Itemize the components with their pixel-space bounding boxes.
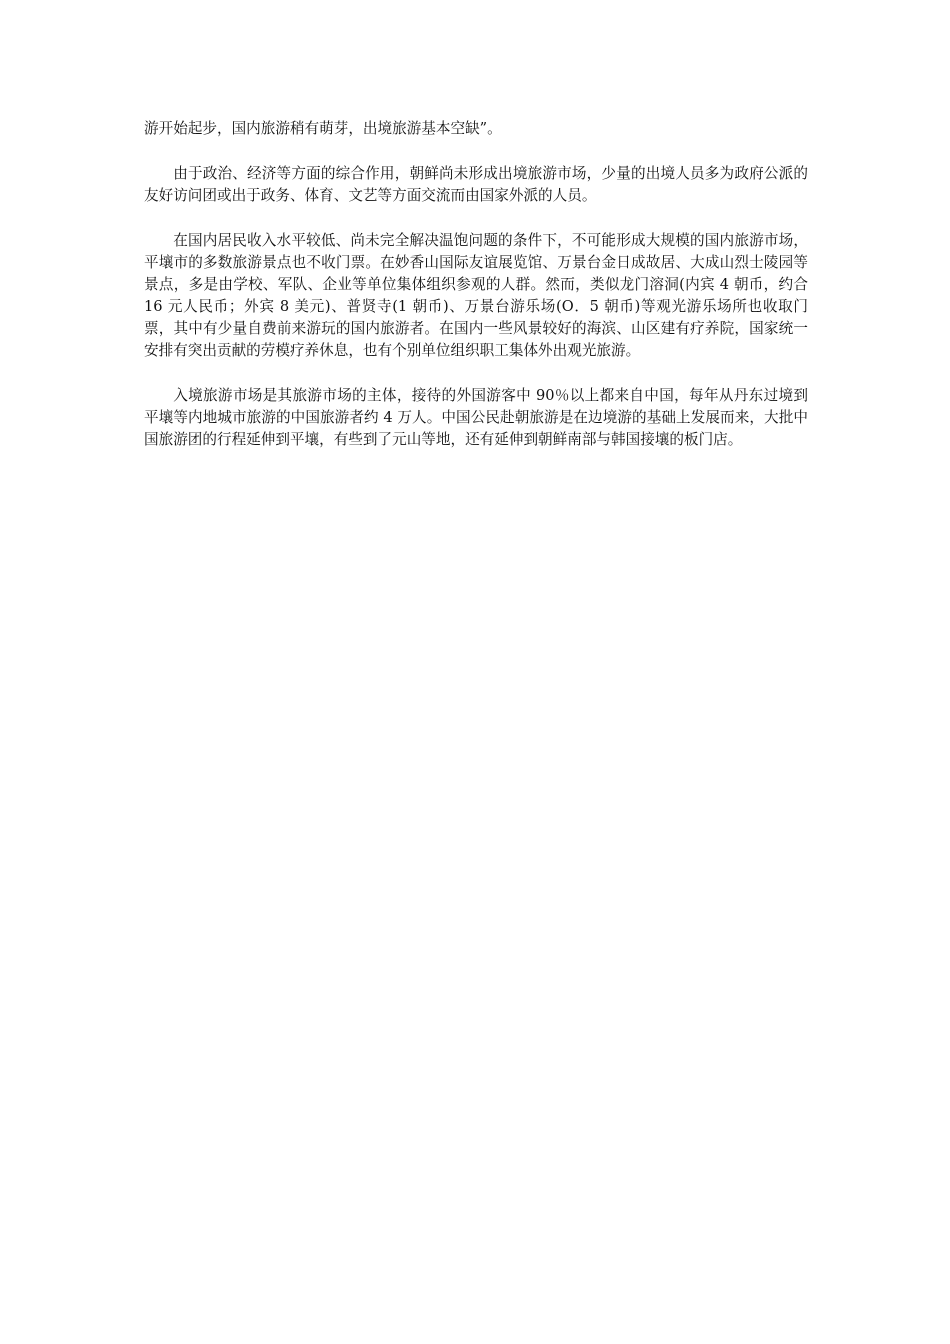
paragraph-1: 游开始起步，国内旅游稍有萌芽，出境旅游基本空缺”。 [144,120,502,137]
paragraph-3: 在国内居民收入水平较低、尚未完全解决温饱问题的条件下，不可能形成大规模的国内旅游市场，平壤市的多数旅游景点也不收门票。在妙香山国际友谊展览馆、万景台金日成故居、大成山烈士陵园等景点，多是由学校、军队、企业等单位集体组织参观的人群。然而，类似龙门溶洞(内宾 4 朝币，约合 16 元人民币；外宾 8 美元)、普贤寺(1 朝币)、万景台游乐场(O．5 朝币)等观光游乐场所也收取门票，其中有少量自费前来游玩的国内旅游者。在国内一些风景较好的海滨、山区建有疗养院，国家统一安排有突出贡献的劳模疗养休息，也有个别单位组织职工集体外出观光旅游。 [144,232,808,359]
body-text [144,118,808,474]
paragraph-4: 入境旅游市场是其旅游市场的主体，接待的外国游客中 90％以上都来自中国，每年从丹东过境到平壤等内地城市旅游的中国旅游者约 4 万人。中国公民赴朝旅游是在边境游的基础上发展而来，大批中国旅游团的行程延伸到平壤，有些到了元山等地，还有延伸到朝鲜南部与韩国接壤的板门店。 [144,387,808,448]
paragraph-2: 由于政治、经济等方面的综合作用，朝鲜尚未形成出境旅游市场，少量的出境人员多为政府公派的友好访问团或出于政务、体育、文艺等方面交流而由国家外派的人员。 [144,165,808,204]
